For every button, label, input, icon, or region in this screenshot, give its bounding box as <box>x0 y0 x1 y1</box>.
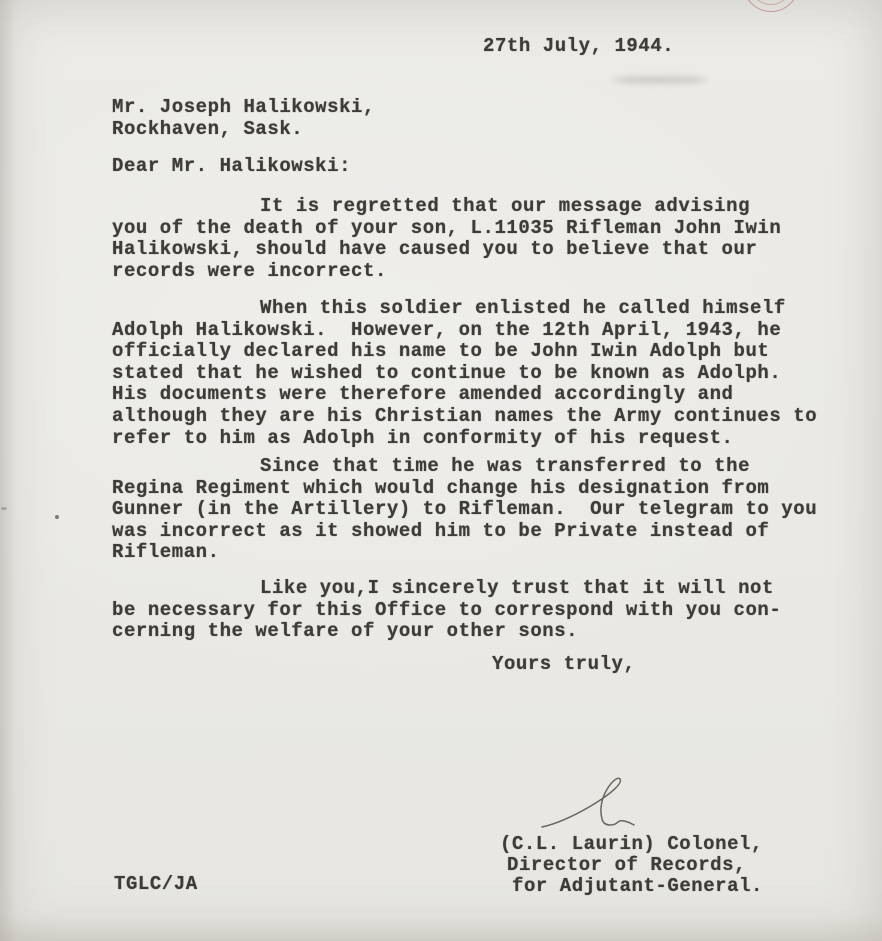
signature-flourish-icon <box>534 775 654 835</box>
signatory-title: Director of Records, <box>507 854 747 876</box>
salutation: Dear Mr. Halikowski: <box>112 155 352 177</box>
paragraph-line: although they are his Christian names the Army continues to <box>112 404 818 427</box>
recipient-address: Rockhaven, Sask. <box>112 118 304 140</box>
paragraph-line: His documents were therefore amended accordingly and <box>112 383 734 406</box>
paragraph-1 <box>112 196 781 282</box>
paragraph-line: officially declared his name to be John Iwin Adolph but <box>112 340 770 363</box>
recipient-block <box>112 96 375 140</box>
reference-initials: TGLC/JA <box>114 873 198 895</box>
paragraph-line: refer to him as Adolph in conformity of his request. <box>112 426 734 449</box>
paragraph-line: was incorrect as it showed him to be Private instead of <box>112 519 770 542</box>
red-stamp-inner-icon <box>750 0 792 5</box>
paragraph-line: Like you,I sincerely trust that it will not <box>260 577 774 599</box>
paragraph-line: Regina Regiment which would change his designation from <box>112 476 770 499</box>
paragraph-line: When this soldier enlisted he called himself <box>260 297 786 319</box>
reference-block <box>114 874 198 896</box>
closing: Yours truly, <box>492 653 636 675</box>
paragraph-line: Rifleman. <box>112 541 220 564</box>
paragraph-4 <box>112 578 781 643</box>
paragraph-2 <box>112 298 817 449</box>
paragraph-line: you of the death of your son, L.11035 Rifleman John Iwin <box>112 216 782 239</box>
signatory-office: for Adjutant-General. <box>512 875 763 897</box>
paragraph-line: Since that time he was transferred to the <box>260 455 751 477</box>
scan-smudge <box>612 76 707 84</box>
paragraph-3 <box>112 456 817 564</box>
paper-speck <box>1 507 7 510</box>
paragraph-line: stated that he wished to continue to be known as Adolph. <box>112 361 782 384</box>
paragraph-line: Halikowski, should have caused you to believe that our <box>112 238 758 261</box>
recipient-name: Mr. Joseph Halikowski, <box>112 96 375 118</box>
paragraph-line: cerning the welfare of your other sons. <box>112 620 579 643</box>
paragraph-line: be necessary for this Office to correspond with you con- <box>112 598 782 621</box>
paper-speck <box>55 515 59 519</box>
date-block <box>483 36 674 58</box>
paragraph-line: It is regretted that our message advising <box>260 195 751 217</box>
paragraph-line: Gunner (in the Artillery) to Rifleman. Our telegram to you <box>112 498 818 521</box>
signature-block <box>500 834 763 897</box>
paragraph-line: records were incorrect. <box>112 259 387 282</box>
letter-date: 27th July, 1944. <box>483 35 675 57</box>
paragraph-line: Adolph Halikowski. However, on the 12th April, 1943, he <box>112 318 782 341</box>
signatory-name: (C.L. Laurin) Colonel, <box>500 833 763 855</box>
closing-block <box>492 654 635 676</box>
red-stamp-icon <box>743 0 799 12</box>
salutation-block <box>112 156 351 178</box>
